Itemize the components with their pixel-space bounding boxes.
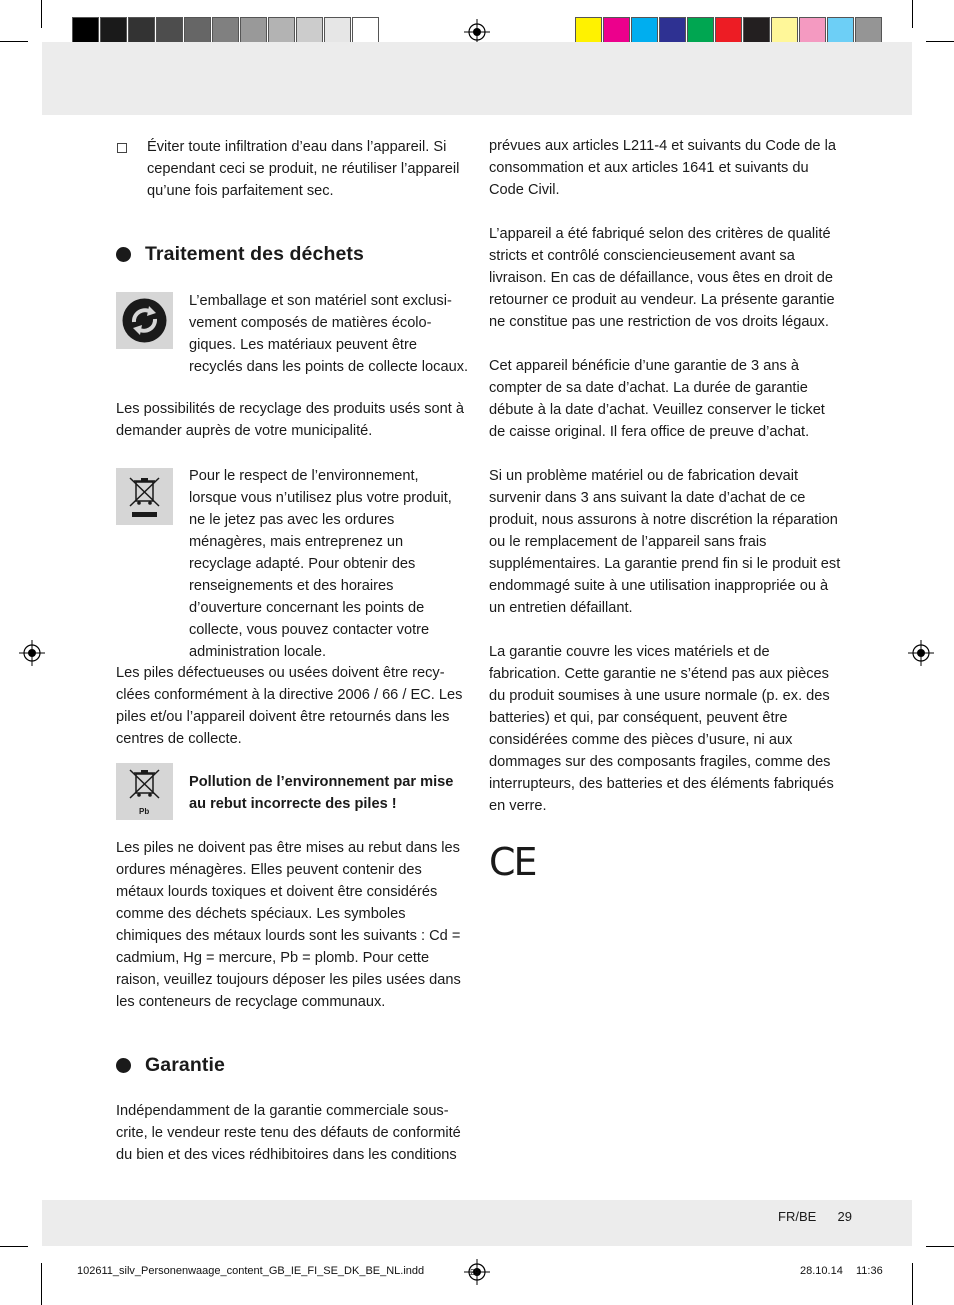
section-title-waste: Traitement des déchets: [145, 243, 364, 265]
section-heading-warranty: [116, 1054, 225, 1077]
battery-bin-icon: [116, 763, 173, 820]
gray-swatch: [100, 17, 127, 44]
gray-swatch: [240, 17, 267, 44]
battery-icon-label: Pb: [139, 807, 150, 816]
gray-swatch: [268, 17, 295, 44]
color-swatch: [743, 17, 770, 44]
registration-mark-icon: [908, 640, 934, 666]
warranty-paragraph-duration: Cet appareil bénéficie d’une garantie de 3 ans à compter de sa date d’achat. La durée de garantie débute à la date d’achat. Veuillez conserver le ticket de caisse original. Il fera office de preuve d’achat.: [489, 358, 825, 440]
page-number: 29: [837, 1209, 853, 1224]
crop-mark-top-left-h: [0, 41, 28, 42]
weee-text: Pour le respect de l’environnement, lorsque vous n’utilisez plus votre produit, ne le jetez pas avec les ordures ménagères, mais entreprenez un recyclage adapté. Pour obtenir des renseignements et des horaires d’ouverture concernant les points de collecte, vous pouvez contacter votre administration locale.: [189, 468, 452, 660]
gray-swatch: [128, 17, 155, 44]
warranty-paragraph-repair: Si un problème matériel ou de fabrication devait survenir dans 3 ans suivant la date d’achat de ce produit, nous assurons à notre discrétion la réparation ou le remplacement de l’appareil sans frais supplémentaires. La garantie prend fin si le produit est endommagé suite à une utilisation inappropriée ou à un entretien défaillant.: [489, 468, 841, 616]
color-swatch: [827, 17, 854, 44]
packaging-text: L’emballage et son matériel sont exclusivement composés de matières écologiques. Les matériaux peuvent être recyclés dans les points de collecte locaux.: [189, 293, 469, 375]
page-footer: [778, 1209, 852, 1224]
gray-swatch: [324, 17, 351, 44]
heading-bullet-icon: [116, 1058, 131, 1073]
color-swatch: [715, 17, 742, 44]
section-heading-waste: [116, 243, 364, 266]
battery-warning: Pollution de l’environnement par mise au rebut incorrecte des piles !: [189, 774, 454, 812]
recycling-text: Les possibilités de recyclage des produits usés sont à demander auprès de votre municipalité.: [116, 401, 465, 439]
section-title-warranty: Garantie: [145, 1054, 225, 1076]
gray-swatch: [352, 17, 379, 44]
warranty-paragraph-quality: L’appareil a été fabriqué selon des critères de qualité stricts et contrôlé consciencieusement avant sa livraison. En cas de défaillance, vous êtes en droit de retourner ce produit au vendeur. La présente garantie ne constitue pas une restriction de vos droits légaux.: [489, 226, 835, 330]
gray-swatch: [184, 17, 211, 44]
crop-mark-top-left-v: [41, 0, 42, 28]
bullet-box: [117, 143, 127, 153]
bullet-item: [116, 136, 466, 202]
warranty-intro-text: Indépendamment de la garantie commerciale souscrite, le vendeur reste tenu des défauts de conformité du bien et des vices rédhibitoires dans les conditions: [116, 1103, 461, 1163]
battery-details-text: Les piles ne doivent pas être mises au rebut dans les ordures ménagères. Elles peuvent contenir des métaux lourds toxiques et doivent être considérés comme des déchets spéciaux. Les symboles chimiques des métaux lourds sont les suivants : Cd = cadmium, Hg = mercure, Pb = plomb. Pour cette raison, veuillez toujours déposer les piles usées dans les conteneurs de recyclage communaux.: [116, 840, 461, 1010]
crop-mark-bottom-right-h: [926, 1246, 954, 1247]
gray-swatch-strip: [72, 17, 380, 44]
heading-bullet-icon: [116, 247, 131, 262]
slug-page-mark: 29: [470, 1268, 479, 1277]
color-swatch-strip: [575, 17, 883, 44]
crop-mark-top-right-h: [926, 41, 954, 42]
color-swatch: [603, 17, 630, 44]
batteries-text: Les piles défectueuses ou usées doivent être recyclées conformément à la directive 2006 / 66 / EC. Les piles et/ou l’appareil doivent être retournés dans les centres de collecte.: [116, 665, 463, 747]
weee-bin-icon: [116, 468, 173, 525]
right-column: [489, 135, 841, 817]
gray-swatch: [296, 17, 323, 44]
crop-mark-bottom-left-h: [0, 1246, 28, 1247]
recycle-symbol-icon: [116, 292, 173, 349]
warranty-paragraph-legal: prévues aux articles L211-4 et suivants du Code de la consommation et aux articles 1641 et suivants du Code Civil.: [489, 138, 836, 198]
color-swatch: [575, 17, 602, 44]
gray-swatch: [212, 17, 239, 44]
color-swatch: [631, 17, 658, 44]
color-swatch: [799, 17, 826, 44]
header-band: [42, 42, 912, 115]
slug-time: 11:36: [856, 1265, 883, 1277]
slug-date: 28.10.14: [800, 1265, 843, 1277]
gray-swatch: [72, 17, 99, 44]
registration-mark-icon: [19, 640, 45, 666]
crop-mark-bottom-left-v: [41, 1263, 42, 1305]
bullet-item-text: Éviter toute infiltration d’eau dans l’appareil. Si cependant ceci se produit, ne réutiliser l’appareil qu’une fois parfaitement sec.: [147, 139, 460, 199]
slug-filename: 102611_silv_Personenwaage_content_GB_IE_FI_SE_DK_BE_NL.indd: [77, 1265, 425, 1277]
color-swatch: [659, 17, 686, 44]
color-swatch: [687, 17, 714, 44]
crop-mark-bottom-right-v: [912, 1263, 913, 1305]
warranty-paragraph-coverage: La garantie couvre les vices matériels et de fabrication. Cette garantie ne s’étend pas aux pièces du produit soumises à une usure normale (p. ex. des batteries) et qui, par conséquent, peuvent être considérées comme des pièces d’usure, ni aux dommages sur des composants fragiles, comme des interrupteurs, des batteries et des éléments fabriqués en verre.: [489, 644, 834, 814]
ce-mark-icon: CE: [489, 840, 536, 884]
crop-mark-top-right-v: [912, 0, 913, 28]
footer-lang: FR/BE: [778, 1209, 817, 1224]
color-swatch: [855, 17, 882, 44]
gray-swatch: [156, 17, 183, 44]
color-swatch: [771, 17, 798, 44]
